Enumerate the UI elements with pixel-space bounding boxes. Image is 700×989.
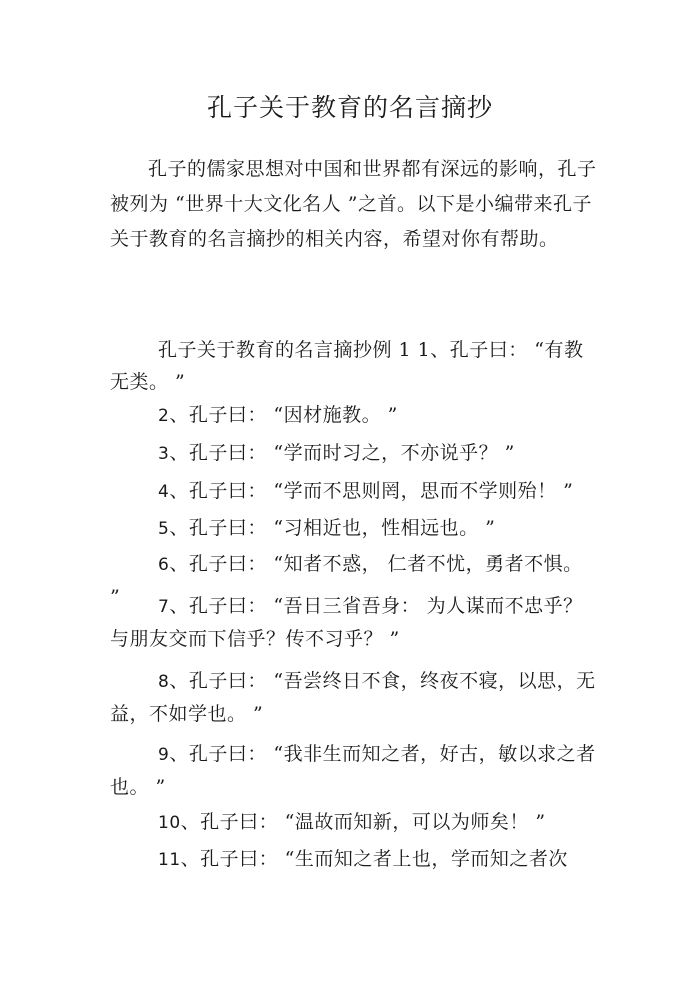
quote-text: 、孔子曰： “吾尝终日不食，终夜不寝，以思，无益，不如学也。 ” (110, 670, 596, 725)
quote-text: 、孔子曰： “学而不思则罔，思而不学则殆！ ” (169, 480, 574, 502)
quote-number: 7 (158, 597, 170, 617)
quote-entry-1 (110, 334, 598, 398)
quote-entry-4 (110, 475, 598, 508)
quote-entry-2 (110, 399, 598, 432)
quote-number: 5 (158, 519, 170, 539)
quote-entry-3 (110, 437, 598, 470)
quote-text: 、孔子曰： “习相近也，性相远也。 ” (169, 517, 496, 539)
document-title: 孔子关于教育的名言摘抄 (206, 93, 493, 122)
quote-number: 6 (158, 555, 170, 575)
quote-entry-9 (110, 738, 598, 803)
quote-text: 孔子关于教育的名言摘抄例 1 1、孔子曰： “有教无类。 ” (110, 339, 584, 393)
quote-number: 3 (158, 444, 170, 464)
quote-entry-5 (110, 512, 598, 545)
quote-number: 9 (158, 745, 170, 765)
quote-entry-7 (110, 590, 598, 655)
quote-entry-8 (110, 665, 598, 730)
quote-number: 11 (158, 850, 181, 870)
quote-entry-10 (110, 806, 598, 839)
quote-text: 、孔子曰： “知者不惑， 仁者不忧，勇者不惧。 ” (110, 553, 583, 608)
quote-text: 、孔子曰： “生而知之者上也，学而知之者次 (180, 848, 568, 870)
quote-entry-11 (110, 843, 598, 876)
intro-paragraph: 孔子的儒家思想对中国和世界都有深远的影响，孔子被列为 “世界十大文化名人 ”之首。以下是小编带来孔子关于教育的名言摘抄的相关内容，希望对你有帮助。 (110, 158, 597, 250)
quote-text: 、孔子曰： “学而时习之，不亦说乎？ ” (169, 442, 515, 464)
quote-text: 、孔子曰： “因材施教。 ” (169, 404, 398, 426)
quote-text: 、孔子曰： “吾日三省吾身： 为人谋而不忠乎？与朋友交而下信乎？传不习乎？ ” (110, 595, 583, 650)
quote-number: 10 (158, 813, 181, 833)
quote-number: 2 (158, 406, 170, 426)
quote-number: 8 (158, 672, 170, 692)
quote-number: 4 (158, 482, 170, 502)
quote-text: 、孔子曰： “我非生而知之者，好古，敏以求之者也。 ” (110, 743, 596, 798)
quote-text: 、孔子曰： “温故而知新，可以为师矣！ ” (180, 811, 546, 833)
